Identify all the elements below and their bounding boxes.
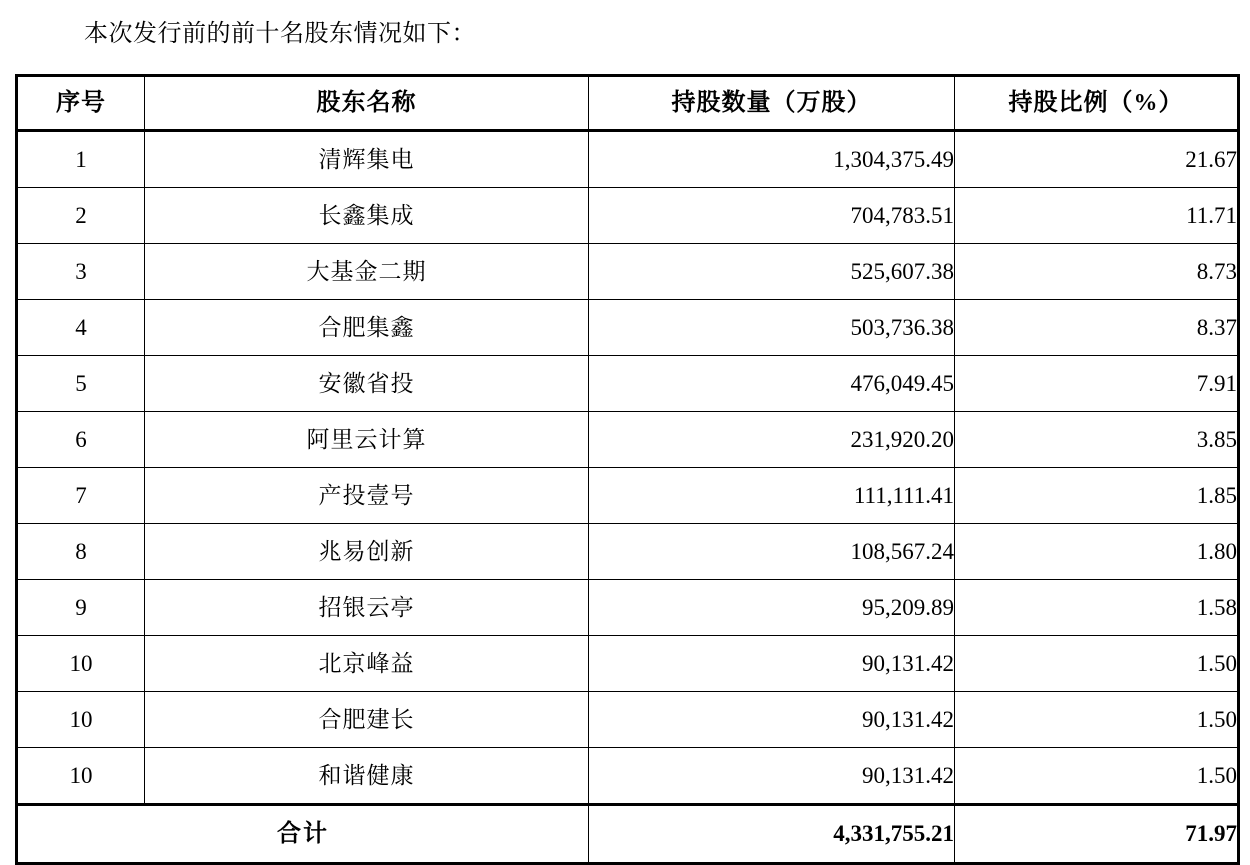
cell-quantity: 108,567.24 [589,524,955,580]
cell-ratio: 1.58 [955,580,1239,636]
cell-ratio: 8.73 [955,244,1239,300]
cell-index: 10 [17,748,145,805]
top-ten-shareholders-table [15,74,1240,865]
table-row [17,580,1239,636]
cell-quantity: 111,111.41 [589,468,955,524]
column-header-name: 股东名称 [145,76,589,131]
cell-ratio: 8.37 [955,300,1239,356]
total-quantity: 4,331,755.21 [589,805,955,864]
cell-index: 7 [17,468,145,524]
cell-index: 2 [17,188,145,244]
cell-name: 合肥集鑫 [145,300,589,356]
cell-ratio: 11.71 [955,188,1239,244]
cell-quantity: 476,049.45 [589,356,955,412]
cell-quantity: 90,131.42 [589,748,955,805]
table-header [17,76,1239,131]
cell-name: 产投壹号 [145,468,589,524]
total-ratio: 71.97 [955,805,1239,864]
cell-name: 大基金二期 [145,244,589,300]
table-row [17,356,1239,412]
cell-ratio: 1.50 [955,636,1239,692]
table-row [17,692,1239,748]
cell-index: 4 [17,300,145,356]
cell-ratio: 1.50 [955,692,1239,748]
column-header-quantity: 持股数量（万股） [589,76,955,131]
cell-quantity: 525,607.38 [589,244,955,300]
cell-quantity: 503,736.38 [589,300,955,356]
table-row [17,748,1239,805]
cell-quantity: 231,920.20 [589,412,955,468]
cell-index: 3 [17,244,145,300]
table-header-row [17,76,1239,131]
cell-ratio: 7.91 [955,356,1239,412]
cell-name: 兆易创新 [145,524,589,580]
intro-paragraph: 本次发行前的前十名股东情况如下： [84,21,476,47]
cell-index: 8 [17,524,145,580]
table-row [17,524,1239,580]
cell-quantity: 1,304,375.49 [589,131,955,188]
cell-ratio: 1.50 [955,748,1239,805]
table-row [17,131,1239,188]
cell-name: 和谐健康 [145,748,589,805]
table-total-row [17,805,1239,864]
cell-quantity: 95,209.89 [589,580,955,636]
cell-name: 清辉集电 [145,131,589,188]
cell-name: 长鑫集成 [145,188,589,244]
cell-name: 北京峰益 [145,636,589,692]
table-row [17,188,1239,244]
cell-name: 招银云亭 [145,580,589,636]
cell-index: 9 [17,580,145,636]
cell-ratio: 3.85 [955,412,1239,468]
cell-ratio: 1.85 [955,468,1239,524]
cell-quantity: 704,783.51 [589,188,955,244]
table-row [17,468,1239,524]
cell-index: 10 [17,692,145,748]
cell-index: 1 [17,131,145,188]
cell-index: 6 [17,412,145,468]
cell-name: 合肥建长 [145,692,589,748]
table-row [17,244,1239,300]
cell-ratio: 1.80 [955,524,1239,580]
table-body [17,131,1239,864]
column-header-ratio: 持股比例（%） [955,76,1239,131]
cell-quantity: 90,131.42 [589,692,955,748]
cell-quantity: 90,131.42 [589,636,955,692]
table-row [17,300,1239,356]
total-label: 合计 [17,805,589,864]
column-header-index: 序号 [17,76,145,131]
table-row [17,636,1239,692]
cell-name: 安徽省投 [145,356,589,412]
cell-ratio: 21.67 [955,131,1239,188]
cell-index: 10 [17,636,145,692]
cell-index: 5 [17,356,145,412]
table-row [17,412,1239,468]
cell-name: 阿里云计算 [145,412,589,468]
